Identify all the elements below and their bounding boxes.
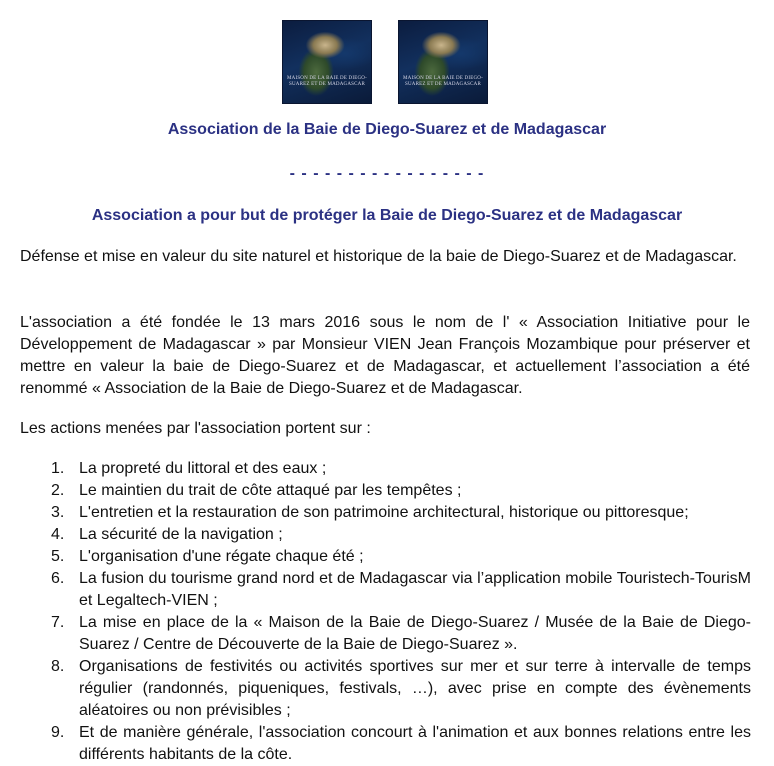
map-caption-left: MAISON DE LA BAIE DE DIEGO-SUAREZ ET DE MADAGASCAR	[287, 76, 367, 87]
list-item-text: Le maintien du trait de côte attaqué par les tempêtes ;	[79, 482, 462, 499]
paragraph-purpose: Défense et mise en valeur du site naturel et historique de la baie de Diego-Suarez et de Madagascar.	[20, 248, 737, 265]
list-item	[20, 656, 751, 722]
map-caption-right: MAISON DE LA BAIE DE DIEGO-SUAREZ ET DE MADAGASCAR	[403, 76, 483, 87]
list-item-text: La sécurité de la navigation ;	[79, 526, 283, 543]
list-item	[20, 524, 751, 546]
document-subtitle: Association a pour but de protéger la Baie de Diego-Suarez et de Madagascar	[91, 207, 683, 224]
list-item-number: 3.	[51, 504, 65, 521]
paragraph-actions-intro: Les actions menées par l'association portent sur :	[20, 420, 371, 437]
list-item	[20, 568, 751, 612]
list-item-number: 4.	[51, 526, 65, 543]
list-item-number: 7.	[51, 614, 65, 631]
list-item-number: 5.	[51, 548, 65, 565]
list-item-number: 2.	[51, 482, 65, 499]
list-item-text: La mise en place de la « Maison de la Baie de Diego-Suarez / Musée de la Baie de Diego-Suarez / Centre de Découverte de la Baie de Diego-Suarez ».	[79, 614, 751, 653]
list-item	[20, 722, 751, 766]
bay-map-image-left	[282, 20, 372, 104]
list-item	[20, 546, 751, 568]
list-item	[20, 502, 751, 524]
header-images	[0, 20, 774, 104]
list-item-number: 8.	[51, 658, 65, 675]
list-item-text: L'entretien et la restauration de son patrimoine architectural, historique ou pittoresque;	[79, 504, 689, 521]
list-item	[20, 480, 751, 502]
bay-map-image-right	[398, 20, 488, 104]
list-item-number: 1.	[51, 460, 65, 477]
list-item-number: 9.	[51, 724, 65, 741]
list-item-number: 6.	[51, 570, 65, 587]
document-title: Association de la Baie de Diego-Suarez et de Madagascar	[167, 121, 607, 138]
list-item	[20, 612, 751, 656]
list-item-text: La fusion du tourisme grand nord et de Madagascar via l’application mobile Touristech-TourisM et Legaltech-VIEN ;	[79, 570, 751, 609]
paragraph-history: L'association a été fondée le 13 mars 2016 sous le nom de l' « Association Initiative pour le Développement de Madagascar » par Monsieur VIEN Jean François Mozambique pour préserver et mettre en valeur la baie de Diego-Suarez et de Madagascar, et actuellement l’association a été renommé « Association de la Baie de Diego-Suarez et de Madagascar.	[20, 314, 750, 397]
list-item-text: La propreté du littoral et des eaux ;	[79, 460, 327, 477]
actions-list	[20, 458, 751, 766]
title-separator: - - - - - - - - - - - - - - - - -	[289, 165, 485, 182]
list-item-text: Et de manière générale, l'association concourt à l'animation et aux bonnes relations entre les différents habitants de la côte.	[79, 724, 751, 763]
list-item	[20, 458, 751, 480]
list-item-text: Organisations de festivités ou activités sportives sur mer et sur terre à intervalle de temps régulier (randonnés, piqueniques, festivals, …), avec prise en compte des évènements aléatoires ou non prévisibles ;	[79, 658, 751, 719]
list-item-text: L'organisation d'une régate chaque été ;	[79, 548, 364, 565]
